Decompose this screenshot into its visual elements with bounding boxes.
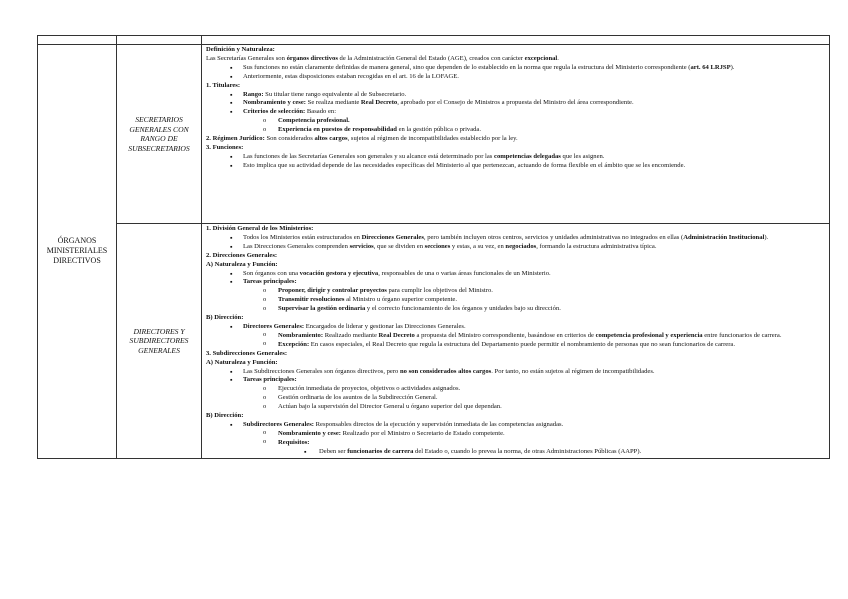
subsection-heading: A) Naturaleza y Función: bbox=[206, 260, 278, 268]
section-heading: 1. División General de los Ministerios: bbox=[206, 225, 314, 232]
list-item: ▪ Subdirectores Generales: Responsables directos de la ejecución y supervisión inmediata de las competencias asignadas. bbox=[206, 421, 826, 430]
sub-sub-list-item: ▪ Deben ser funcionarios de carrera del Estado o, cuando lo prevea la norma, de otras Administraciones Públicas (AAPP). bbox=[206, 448, 826, 457]
list-item: ▪ Las Subdirecciones Generales son órganos directivos, pero no son considerados altos cargos. Por tanto, no están sujetos al régimen de incompatibilidades. bbox=[206, 368, 826, 377]
list-item: ▪ Son órganos con una vocación gestora y ejecutiva, responsables de una o varias áreas funcionales de un Ministerio. bbox=[206, 270, 826, 279]
directores-content bbox=[202, 224, 830, 459]
section-heading: 2. Direcciones Generales: bbox=[206, 251, 278, 259]
secretarios-label: SECRETARIOS GENERALES CON RANGO DE SUBSECRETARIOS bbox=[117, 45, 202, 224]
section-heading: 3. Funciones: bbox=[206, 143, 244, 151]
sub-list-item: o Nombramiento y cese: Realizado por el Ministro o Secretario de Estado competente. bbox=[206, 430, 826, 439]
header-row bbox=[38, 36, 830, 45]
sub-list-item: o Experiencia en puestos de responsabilidad en la gestión pública o privada. bbox=[206, 126, 826, 135]
list-item: ▪ Tareas principales: bbox=[206, 376, 826, 385]
sub-list-item: o Excepción: En casos especiales, el Real Decreto que regula la estructura del Departamento puede permitir el nombramiento de personas que no sean funcionarios de carrera. bbox=[206, 341, 826, 350]
sub-list-item: o Supervisar la gestión ordinaria y el correcto funcionamiento de los órganos y unidades bajo su dirección. bbox=[206, 305, 826, 314]
section-heading: 1. Titulares: bbox=[206, 81, 241, 89]
organos-table bbox=[37, 35, 830, 459]
sub-list-item: o Transmitir resoluciones al Ministro u órgano superior competente. bbox=[206, 296, 826, 305]
subsection-heading: B) Dirección: bbox=[206, 314, 244, 322]
definition-text: Las Secretarías Generales son órganos directivos de la Administración General del Estado (AGE), creados con carácter excepcional. bbox=[206, 54, 559, 62]
list-item: ▪ Nombramiento y cese: Se realiza mediante Real Decreto, aprobado por el Consejo de Ministros a propuesta del Ministro del área correspondiente. bbox=[206, 99, 826, 108]
list-item: ▪ Rango: Su titular tiene rango equivalente al de Subsecretario. bbox=[206, 91, 826, 100]
sub-list-item: o Competencia profesional. bbox=[206, 117, 826, 126]
sub-list-item: o Gestión ordinaria de los asuntos de la Subdirección General. bbox=[206, 394, 826, 403]
sub-list-item: o Requisitos: bbox=[206, 439, 826, 448]
sub-list-item: o Nombramiento: Realizado mediante Real Decreto a propuesta del Ministro correspondiente, basándose en criterios de competencia profesional y experiencia entre funcionarios de carrera. bbox=[206, 332, 826, 341]
list-item: ▪ Las Direcciones Generales comprenden servicios, que se dividen en secciones y estas, a su vez, en negociados, formando la estructura administrativa típica. bbox=[206, 243, 826, 252]
section-heading: 3. Subdirecciones Generales: bbox=[206, 349, 288, 357]
directores-label: DIRECTORES Y SUBDIRECTORES GENERALES bbox=[117, 224, 202, 459]
list-item: ▪ Esto implica que su actividad depende de las necesidades específicas del Ministerio al que pertenezcan, actuando de forma flexible en el ámbito que se les encomiende. bbox=[206, 162, 826, 171]
subsection-heading: A) Naturaleza y Función: bbox=[206, 358, 278, 366]
list-item: ▪ Sus funciones no están claramente definidas de manera general, sino que dependen de lo establecido en la norma que regula la estructura del Ministerio correspondiente (art. 64 LRJSP). bbox=[206, 64, 826, 73]
list-item: ▪ Las funciones de las Secretarías Generales son generales y su alcance está determinado por las competencias delegadas que les asignen. bbox=[206, 153, 826, 162]
table-row bbox=[38, 45, 830, 224]
subsection-heading: B) Dirección: bbox=[206, 412, 244, 420]
list-item: ▪ Criterios de selección: Basado en: bbox=[206, 108, 826, 117]
list-item: ▪ Directores Generales: Encargados de liderar y gestionar las Direcciones Generales. bbox=[206, 323, 826, 332]
header-cell bbox=[202, 36, 830, 45]
secretarios-content bbox=[202, 45, 830, 224]
sub-list-item: o Actúan bajo la supervisión del Director General u órgano superior del que dependan. bbox=[206, 403, 826, 412]
main-category-cell: ÓRGANOS MINISTERIALES DIRECTIVOS bbox=[38, 45, 117, 459]
sub-list-item: o Proponer, dirigir y controlar proyectos para cumplir los objetivos del Ministro. bbox=[206, 287, 826, 296]
list-item: ▪ Todos los Ministerios están estructurados en Direcciones Generales, pero también incluyen otros centros, servicios y unidades administrativas no integrados en ellas (Administración Institucional). bbox=[206, 234, 826, 243]
header-cell bbox=[38, 36, 117, 45]
definition-heading: Definición y Naturaleza: bbox=[206, 46, 275, 53]
regimen-text: 2. Régimen Jurídico: Son considerados altos cargos, sujetos al régimen de incompatibilidades establecido por la ley. bbox=[206, 135, 518, 143]
list-item: ▪ Anteriormente, estas disposiciones estaban recogidas en el art. 16 de la LOFAGE. bbox=[206, 73, 826, 82]
sub-list-item: o Ejecución inmediata de proyectos, objetivos o actividades asignados. bbox=[206, 385, 826, 394]
list-item: ▪ Tareas principales: bbox=[206, 278, 826, 287]
table-row bbox=[38, 224, 830, 459]
header-cell bbox=[117, 36, 202, 45]
